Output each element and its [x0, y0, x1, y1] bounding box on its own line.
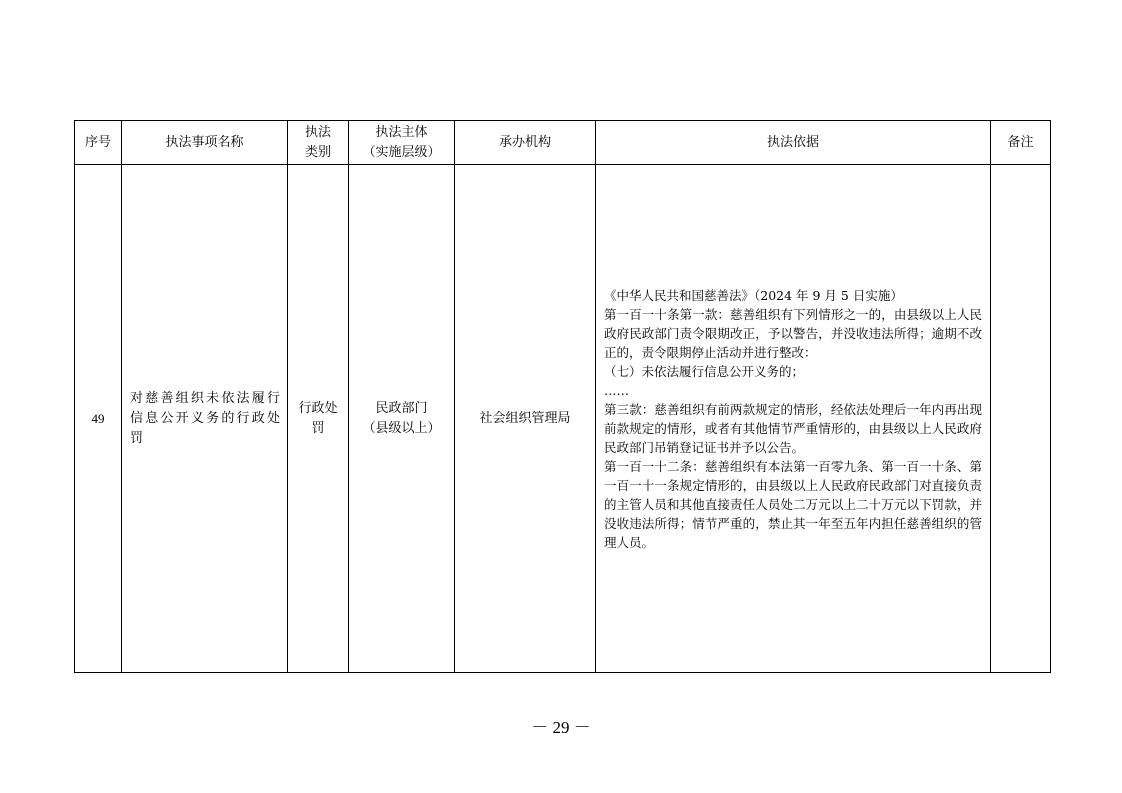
row-subject-line1: 民政部门	[375, 400, 428, 416]
header-basis: 执法依据	[596, 121, 991, 165]
row-basis-cell	[596, 165, 991, 673]
law-enforcement-table	[74, 120, 1051, 673]
header-subject	[349, 121, 455, 165]
table-row	[75, 165, 1051, 673]
row-category: 行政处罚	[298, 400, 338, 436]
page-number: － 29 －	[531, 718, 591, 737]
header-org: 承办机构	[455, 121, 596, 165]
basis-paragraph: 《中华人民共和国慈善法》（2024 年 9 月 5 日实施）	[604, 287, 903, 303]
header-name: 执法事项名称	[122, 121, 288, 165]
basis-paragraph: ……	[604, 382, 629, 398]
basis-paragraph: （七）未依法履行信息公开义务的；	[604, 363, 805, 379]
table-header-row	[75, 121, 1051, 165]
header-no: 序号	[75, 121, 122, 165]
row-category-cell	[288, 165, 349, 673]
row-org: 社会组织管理局	[455, 165, 596, 673]
header-subject-line2: （实施层级）	[362, 144, 441, 160]
basis-paragraph: 第三款：慈善组织有前两款规定的情形，经依法处理后一年内再出现前款规定的情形，或者有其他情节严重情形的，由县级以上人民政府民政部门吊销登记证书并予以公告。	[604, 401, 982, 455]
row-subject-line2: （县级以上）	[362, 420, 441, 436]
header-category	[288, 121, 349, 165]
basis-paragraph: 第一百一十二条：慈善组织有本法第一百零九条、第一百一十条、第一百一十一条规定情形的，由县级以上人民政府民政部门对直接负责的主管人员和其他直接责任人员处二万元以上二十万元以下罚款，并没收违法所得；情节严重的，禁止其一年至五年内担任慈善组织的管理人员。	[604, 458, 982, 550]
header-category-line1: 执法	[304, 124, 331, 140]
row-subject-cell	[349, 165, 455, 673]
row-name-cell	[122, 165, 288, 673]
row-name: 对慈善组织未依法履行信息公开义务的行政处罚	[130, 390, 281, 446]
row-note	[991, 165, 1051, 673]
header-note: 备注	[991, 121, 1051, 165]
basis-paragraph: 第一百一十条第一款：慈善组织有下列情形之一的，由县级以上人民政府民政部门责令限期改正，予以警告，并没收违法所得；逾期不改正的，责令限期停止活动并进行整改：	[604, 306, 982, 360]
header-subject-line1: 执法主体	[375, 124, 428, 140]
row-basis	[596, 286, 990, 552]
header-category-line2: 类别	[304, 144, 331, 160]
row-no: 49	[75, 165, 122, 673]
